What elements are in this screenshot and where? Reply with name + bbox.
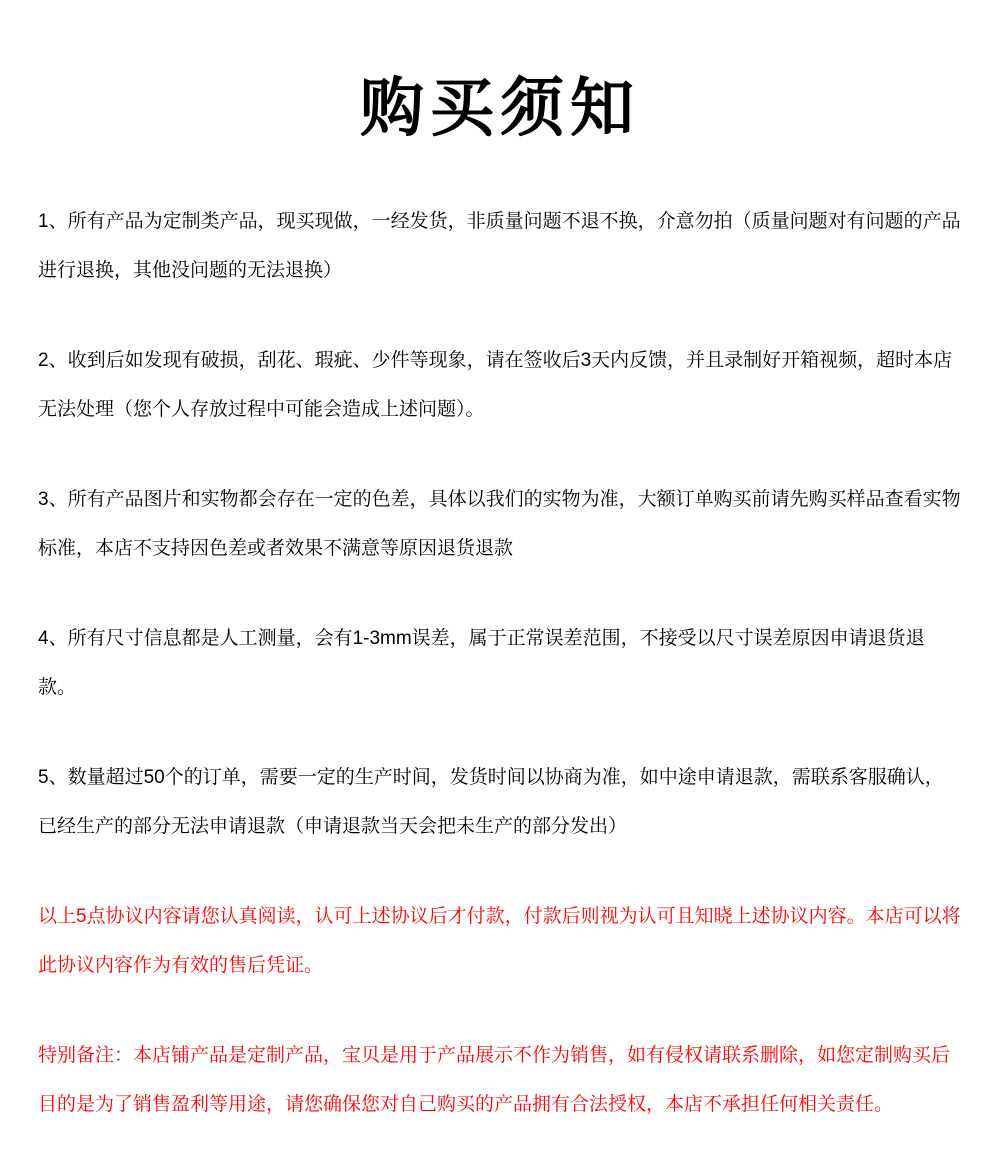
page-title: 购买须知 <box>360 72 640 144</box>
notice-item-5: 5、数量超过50个的订单，需要一定的生产时间，发货时间以协商为准，如中途申请退款，需联系客服确认，已经生产的部分无法申请退款（申请退款当天会把未生产的部分发出） <box>38 767 944 837</box>
agreement-warning-text: 以上5点协议内容请您认真阅读，认可上述协议后才付款，付款后则视为认可且知晓上述协议内容。本店可以将此协议内容作为有效的售后凭证。 <box>38 906 961 976</box>
notice-item-1: 1、所有产品为定制类产品，现买现做，一经发货，非质量问题不退不换，介意勿拍（质量问题对有问题的产品进行退换，其他没问题的无法退换） <box>38 211 961 281</box>
notice-item-2: 2、收到后如发现有破损，刮花、瑕疵、少件等现象，请在签收后3天内反馈，并且录制好开箱视频，超时本店无法处理（您个人存放过程中可能会造成上述问题）。 <box>38 350 953 420</box>
notice-item-3: 3、所有产品图片和实物都会存在一定的色差，具体以我们的实物为准，大额订单购买前请先购买样品查看实物标准，本店不支持因色差或者效果不满意等原因退货退款 <box>38 489 961 559</box>
special-remark-text: 特别备注：本店铺产品是定制产品，宝贝是用于产品展示不作为销售，如有侵权请联系删除，如您定制购买后目的是为了销售盈利等用途，请您确保您对自己购买的产品拥有合法授权，本店不承担任何相关责任。 <box>38 1045 951 1115</box>
notice-item-4: 4、所有尺寸信息都是人工测量，会有1-3mm误差，属于正常误差范围，不接受以尺寸误差原因申请退货退款。 <box>38 628 925 698</box>
